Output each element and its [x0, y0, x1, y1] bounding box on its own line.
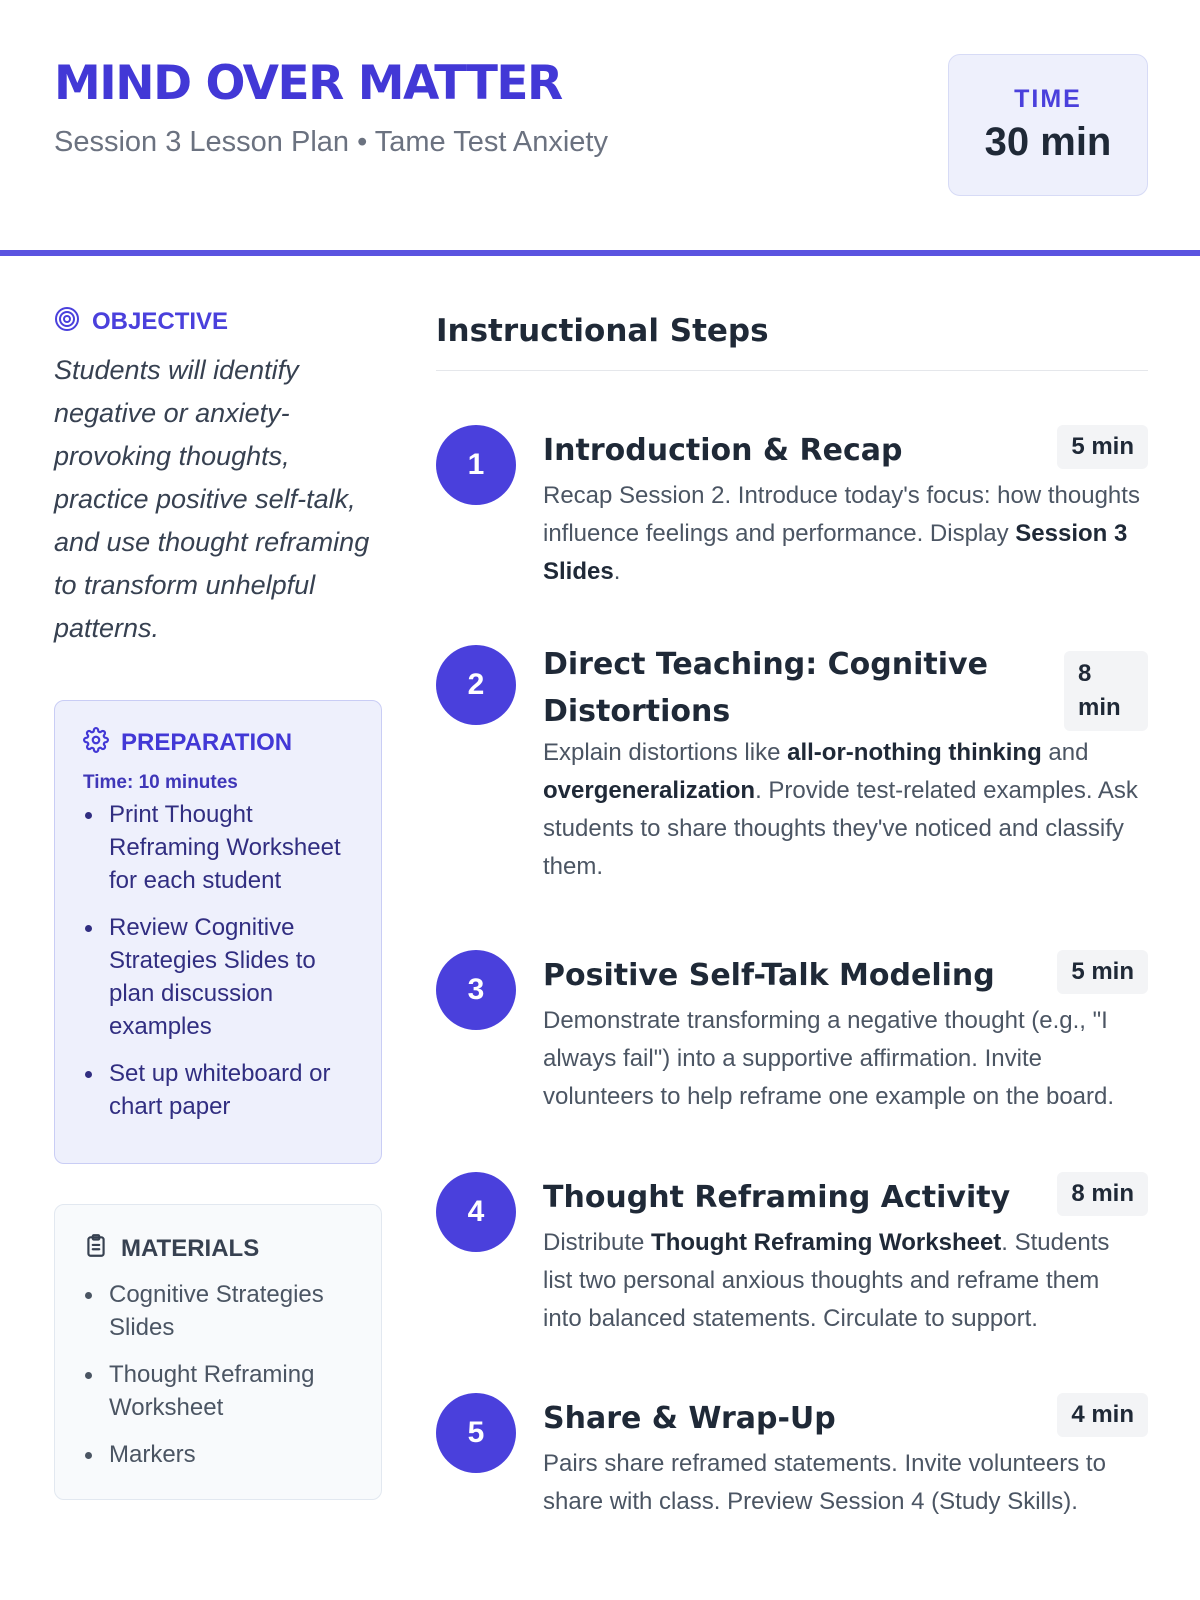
- time-label: TIME: [1014, 85, 1082, 113]
- preparation-list: [83, 798, 355, 1123]
- list-item: Cognitive Strategies Slides: [83, 1278, 355, 1344]
- time-value: 30 min: [984, 120, 1112, 164]
- objective-heading: OBJECTIVE: [92, 307, 229, 335]
- steps-title: Instructional Steps: [436, 313, 769, 349]
- text-run: Demonstrate transforming a negative thought (e.g., "I always fail") into a supportive affirmation. Invite volunteers to help reframe one example on the board.: [543, 1007, 1115, 1110]
- preparation-heading-row: [83, 727, 355, 758]
- target-icon: [54, 306, 80, 337]
- step-number-badge: 5: [436, 1393, 516, 1473]
- step-description: [543, 734, 1143, 886]
- gear-icon: [83, 727, 109, 758]
- bold-text: Session 3 Slides: [543, 520, 1128, 585]
- clipboard-icon: [83, 1233, 109, 1264]
- step-title: Thought Reframing Activity: [543, 1180, 1011, 1215]
- step-duration-badge: 8 min: [1064, 651, 1148, 731]
- materials-heading-row: [83, 1233, 355, 1264]
- step-duration-badge: 8 min: [1057, 1172, 1148, 1216]
- step-number-badge: 2: [436, 645, 516, 725]
- objective-heading-row: [54, 306, 382, 337]
- step-duration-badge: 5 min: [1057, 950, 1148, 994]
- text-run: . Provide test-related examples. Ask students to share thoughts they've noticed and classify them.: [543, 777, 1138, 880]
- step-duration-badge: 4 min: [1057, 1393, 1148, 1437]
- text-run: Recap Session 2. Introduce today's focus: how thoughts influence feelings and performance. Display: [543, 482, 1140, 547]
- step-2: [436, 645, 1148, 905]
- step-title: Positive Self-Talk Modeling: [543, 958, 995, 993]
- objective-text: Students will identify negative or anxiety-provoking thoughts, practice positive self-talk, and use thought reframing to transform unhelpful patterns.: [54, 355, 370, 643]
- text-run: .: [613, 558, 621, 585]
- time-box: [948, 54, 1148, 196]
- bold-text: overgeneralization: [543, 777, 756, 804]
- materials-card: [54, 1204, 382, 1500]
- preparation-heading: PREPARATION: [121, 728, 293, 756]
- list-item: Set up whiteboard or chart paper: [83, 1057, 355, 1123]
- header: [0, 0, 1200, 256]
- step-title: Introduction & Recap: [543, 433, 903, 468]
- list-item: Markers: [83, 1438, 355, 1471]
- text-run: Explain distortions like: [543, 739, 788, 766]
- step-title: Share & Wrap-Up: [543, 1401, 836, 1436]
- list-item: Print Thought Reframing Worksheet for each student: [83, 798, 355, 897]
- page-subtitle: Session 3 Lesson Plan • Tame Test Anxiety: [54, 126, 608, 158]
- list-item: Review Cognitive Strategies Slides to plan discussion examples: [83, 911, 355, 1043]
- preparation-card: [54, 700, 382, 1164]
- list-item: Thought Reframing Worksheet: [83, 1358, 355, 1424]
- step-number-badge: 3: [436, 950, 516, 1030]
- page-title: MIND OVER MATTER: [54, 56, 562, 111]
- materials-heading: MATERIALS: [121, 1234, 260, 1262]
- step-description: [543, 477, 1143, 591]
- step-5: [436, 1393, 1148, 1533]
- step-title: Direct Teaching: Cognitive Distortions: [543, 647, 988, 729]
- text-run: Distribute: [543, 1229, 652, 1256]
- text-run: and: [1041, 739, 1089, 766]
- bold-text: Thought Reframing Worksheet: [651, 1229, 1002, 1256]
- step-duration-badge: 5 min: [1057, 425, 1148, 469]
- step-description: [543, 1224, 1143, 1338]
- bold-text: all-or-nothing thinking: [787, 739, 1042, 766]
- step-description: [543, 1445, 1143, 1521]
- step-description: [543, 1002, 1143, 1116]
- text-run: . Students list two personal anxious thoughts and reframe them into balanced statements. Circulate to support.: [543, 1229, 1110, 1332]
- step-4: [436, 1172, 1148, 1347]
- steps-divider: [436, 370, 1148, 371]
- step-number-badge: 4: [436, 1172, 516, 1252]
- step-3: [436, 950, 1148, 1125]
- step-number-badge: 1: [436, 425, 516, 505]
- text-run: Pairs share reframed statements. Invite volunteers to share with class. Preview Session 4 (Study Skills).: [543, 1450, 1106, 1515]
- materials-list: [83, 1278, 355, 1471]
- objective-section: [54, 306, 382, 650]
- step-1: [436, 425, 1148, 600]
- preparation-time: Time: 10 minutes: [83, 772, 238, 793]
